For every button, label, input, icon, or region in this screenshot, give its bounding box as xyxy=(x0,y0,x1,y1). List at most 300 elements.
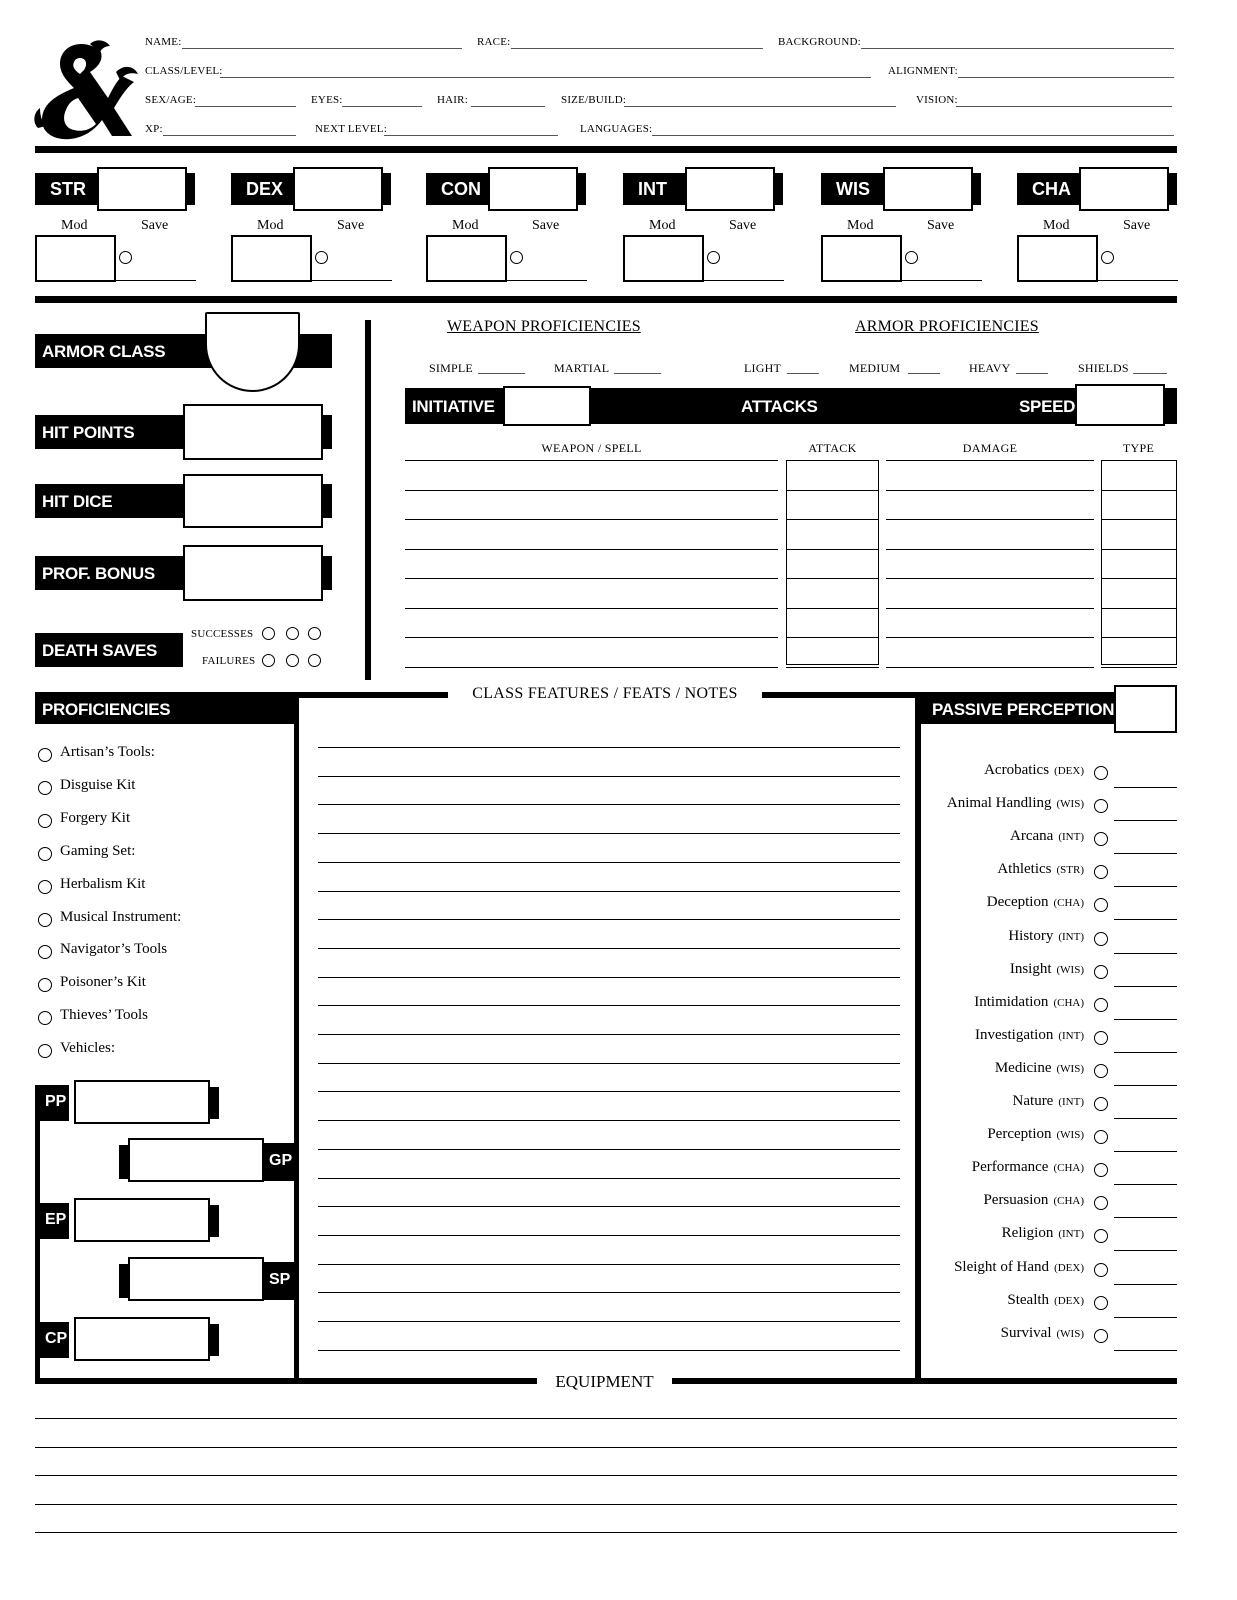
skill-proficiency-circle[interactable] xyxy=(1094,965,1108,979)
attack-row-damage-line[interactable] xyxy=(886,637,1094,638)
skill-label xyxy=(984,762,1084,779)
attack-row-weapon-line[interactable] xyxy=(405,460,778,461)
skill-proficiency-circle[interactable] xyxy=(1094,998,1108,1012)
proficiency-item-label: Vehicles: xyxy=(60,1040,115,1057)
save-label: Save xyxy=(1123,218,1151,233)
race-label: RACE: xyxy=(477,36,511,48)
background-label: BACKGROUND: xyxy=(778,36,861,48)
attack-row-type-line[interactable] xyxy=(1101,608,1177,609)
proficiency-checkbox[interactable] xyxy=(38,913,52,927)
eyes-field[interactable] xyxy=(342,106,422,107)
attack-row-type-line[interactable] xyxy=(1101,578,1177,579)
skill-name: Performance xyxy=(971,1159,1049,1176)
martial-label: MARTIAL xyxy=(554,361,610,375)
proficiency-item-label: Thieves’ Tools xyxy=(60,1007,148,1024)
passive-perception-field[interactable] xyxy=(1114,685,1177,733)
type-column-box xyxy=(1101,460,1177,665)
skill-name: Religion xyxy=(1001,1225,1054,1242)
save-label: Save xyxy=(532,218,560,233)
save-field[interactable] xyxy=(506,280,587,281)
notes-line[interactable] xyxy=(318,747,900,748)
skill-value-field[interactable] xyxy=(1114,1184,1177,1185)
skill-ability: (DEX) xyxy=(1054,1294,1084,1307)
skill-proficiency-circle[interactable] xyxy=(1094,865,1108,879)
attack-row-attack-line[interactable] xyxy=(786,519,879,520)
hit-points-label: HIT POINTS xyxy=(42,423,135,442)
ability-name: STR xyxy=(50,179,86,199)
skill-value-field[interactable] xyxy=(1114,1250,1177,1251)
skill-name: Animal Handling xyxy=(946,795,1052,812)
skill-name: Intimidation xyxy=(974,993,1049,1010)
skill-ability: (INT) xyxy=(1058,930,1084,943)
coin-field[interactable] xyxy=(74,1080,210,1124)
attack-row-weapon-line[interactable] xyxy=(405,549,778,550)
ability-name: CHA xyxy=(1032,179,1071,199)
proficiency-checkbox[interactable] xyxy=(38,880,52,894)
skill-value-field[interactable] xyxy=(1114,919,1177,920)
shields-field[interactable] xyxy=(1133,373,1167,374)
equipment-line[interactable] xyxy=(35,1504,1177,1505)
attack-row-damage-line[interactable] xyxy=(886,578,1094,579)
ability-score-field[interactable] xyxy=(488,167,578,211)
alignment-field[interactable] xyxy=(958,77,1174,78)
attack-row-attack-line[interactable] xyxy=(786,578,879,579)
skill-name: Arcana xyxy=(1010,828,1054,845)
skill-label xyxy=(947,795,1084,812)
proficiency-checkbox[interactable] xyxy=(38,814,52,828)
notes-line[interactable] xyxy=(318,1120,900,1121)
failure-circle-2[interactable] xyxy=(286,654,299,667)
skill-label xyxy=(954,1259,1084,1276)
skill-name: Insight xyxy=(1009,960,1052,977)
notes-line[interactable] xyxy=(318,1178,900,1179)
attack-row-damage-line[interactable] xyxy=(886,490,1094,491)
attack-row-attack-line[interactable] xyxy=(786,608,879,609)
notes-line[interactable] xyxy=(318,1091,900,1092)
save-proficiency-circle[interactable] xyxy=(119,251,132,264)
proficiency-item-label: Poisoner’s Kit xyxy=(60,974,146,991)
notes-line[interactable] xyxy=(318,977,900,978)
hair-field[interactable] xyxy=(471,106,545,107)
heavy-label: HEAVY xyxy=(969,361,1011,375)
ability-name: WIS xyxy=(836,179,870,199)
attack-row-type-line[interactable] xyxy=(1101,667,1177,668)
prof-bonus-label: PROF. BONUS xyxy=(42,564,155,583)
skill-value-field[interactable] xyxy=(1114,1019,1177,1020)
shields-label: SHIELDS xyxy=(1078,361,1129,375)
heavy-field[interactable] xyxy=(1016,373,1048,374)
proficiency-checkbox[interactable] xyxy=(38,978,52,992)
notes-line[interactable] xyxy=(318,833,900,834)
ability-mod-field[interactable] xyxy=(821,235,902,282)
skill-label xyxy=(1008,928,1084,945)
skill-proficiency-circle[interactable] xyxy=(1094,1229,1108,1243)
proficiency-checkbox[interactable] xyxy=(38,781,52,795)
save-label: Save xyxy=(337,218,365,233)
ability-score-field[interactable] xyxy=(1079,167,1169,211)
ability-score-field[interactable] xyxy=(97,167,187,211)
size-build-field[interactable] xyxy=(624,106,896,107)
notes-top-left xyxy=(297,692,448,698)
vertical-divider xyxy=(365,320,371,680)
save-label: Save xyxy=(141,218,169,233)
skill-name: Acrobatics xyxy=(984,762,1050,778)
coin-field[interactable] xyxy=(74,1317,210,1361)
notes-line[interactable] xyxy=(318,1350,900,1351)
proficiencies-title: PROFICIENCIES xyxy=(42,700,171,719)
attack-row-damage-line[interactable] xyxy=(886,519,1094,520)
skill-proficiency-circle[interactable] xyxy=(1094,799,1108,813)
skill-proficiency-circle[interactable] xyxy=(1094,766,1108,780)
skill-value-field[interactable] xyxy=(1114,1350,1177,1351)
coin-label: CP xyxy=(45,1330,68,1347)
medium-field[interactable] xyxy=(908,373,940,374)
eyes-label: EYES: xyxy=(311,94,343,106)
attacks-title: ATTACKS xyxy=(741,397,818,416)
ability-mod-field[interactable] xyxy=(35,235,116,282)
speed-label: SPEED xyxy=(1019,397,1076,416)
attack-row-weapon-line[interactable] xyxy=(405,578,778,579)
skill-ability: (INT) xyxy=(1058,1228,1084,1241)
skill-value-field[interactable] xyxy=(1114,1052,1177,1053)
armor-class-shield[interactable] xyxy=(205,312,300,392)
mod-label: Mod xyxy=(649,218,676,233)
col-attack: ATTACK xyxy=(808,441,857,455)
success-circle-2[interactable] xyxy=(286,627,299,640)
save-proficiency-circle[interactable] xyxy=(1101,251,1114,264)
skill-proficiency-circle[interactable] xyxy=(1094,1031,1108,1045)
class-level-field[interactable] xyxy=(220,77,871,78)
mod-label: Mod xyxy=(452,218,479,233)
coin-field[interactable] xyxy=(128,1138,264,1182)
attack-row-type-line[interactable] xyxy=(1101,519,1177,520)
attack-row-damage-line[interactable] xyxy=(886,549,1094,550)
notes-line[interactable] xyxy=(318,891,900,892)
attack-row-damage-line[interactable] xyxy=(886,608,1094,609)
skill-name: Survival xyxy=(1000,1324,1052,1341)
initiative-field[interactable] xyxy=(503,386,591,426)
attack-row-damage-line[interactable] xyxy=(886,667,1094,668)
notes-line[interactable] xyxy=(318,776,900,777)
proficiency-item-label: Gaming Set: xyxy=(60,842,136,859)
attack-row-type-line[interactable] xyxy=(1101,637,1177,638)
attack-column-box xyxy=(786,460,879,665)
skill-ability: (CHA) xyxy=(1053,1195,1084,1208)
ability-name: DEX xyxy=(246,179,284,199)
proficiency-checkbox[interactable] xyxy=(38,1011,52,1025)
notes-line[interactable] xyxy=(318,1034,900,1035)
skill-proficiency-circle[interactable] xyxy=(1094,1064,1108,1078)
skill-name: Perception xyxy=(987,1126,1052,1143)
skill-value-field[interactable] xyxy=(1114,986,1177,987)
ability-score-field[interactable] xyxy=(293,167,383,211)
skill-ability: (STR) xyxy=(1056,864,1084,877)
martial-field[interactable] xyxy=(614,373,661,374)
skill-proficiency-circle[interactable] xyxy=(1094,1196,1108,1210)
skill-proficiency-circle[interactable] xyxy=(1094,1097,1108,1111)
coin-field[interactable] xyxy=(74,1198,210,1242)
skill-label xyxy=(972,1159,1084,1176)
save-label: Save xyxy=(927,218,955,233)
skill-ability: (CHA) xyxy=(1053,996,1084,1009)
ability-mod-field[interactable] xyxy=(623,235,704,282)
hit-points-field[interactable] xyxy=(183,404,323,460)
skill-ability: (INT) xyxy=(1058,1096,1084,1108)
save-proficiency-circle[interactable] xyxy=(315,251,328,264)
ampersand-dragon-logo xyxy=(30,38,140,143)
ability-score-field[interactable] xyxy=(685,167,775,211)
attack-row-type-line[interactable] xyxy=(1101,549,1177,550)
medium-label: MEDIUM xyxy=(849,361,901,375)
skill-ability: (WIS) xyxy=(1056,1327,1084,1340)
size-build-label: SIZE/BUILD: xyxy=(561,94,627,106)
prof-bonus-field[interactable] xyxy=(183,545,323,601)
abilities-divider xyxy=(35,296,1177,303)
initiative-label: INITIATIVE xyxy=(412,397,495,416)
sex-age-field[interactable] xyxy=(195,106,296,107)
ability-score-field[interactable] xyxy=(883,167,973,211)
skill-value-field[interactable] xyxy=(1114,1085,1177,1086)
notes-line[interactable] xyxy=(318,948,900,949)
equipment-line[interactable] xyxy=(35,1475,1177,1476)
next-level-field[interactable] xyxy=(384,135,558,136)
coin-label: SP xyxy=(269,1271,291,1288)
hit-dice-label: HIT DICE xyxy=(42,492,113,511)
attack-row-damage-line[interactable] xyxy=(886,460,1094,461)
attack-row-weapon-line[interactable] xyxy=(405,637,778,638)
skill-proficiency-circle[interactable] xyxy=(1094,832,1108,846)
skill-label xyxy=(1010,961,1084,978)
notes-line[interactable] xyxy=(318,1235,900,1236)
save-proficiency-circle[interactable] xyxy=(707,251,720,264)
coin-field[interactable] xyxy=(128,1257,264,1301)
col-weapon-spell: WEAPON / SPELL xyxy=(541,441,642,455)
ability-mod-field[interactable] xyxy=(426,235,507,282)
skill-label xyxy=(1007,1292,1084,1309)
sex-age-label: SEX/AGE: xyxy=(145,94,197,106)
notes-line[interactable] xyxy=(318,919,900,920)
proficiency-item-label: Forgery Kit xyxy=(60,809,131,826)
skill-label xyxy=(1013,1093,1084,1110)
ability-name: INT xyxy=(638,179,667,199)
skill-ability: (WIS) xyxy=(1056,798,1084,811)
equipment-title: EQUIPMENT xyxy=(555,1372,654,1391)
attack-row-weapon-line[interactable] xyxy=(405,490,778,491)
light-label: LIGHT xyxy=(744,361,781,375)
proficiency-item-label: Disguise Kit xyxy=(60,776,136,793)
attack-row-attack-line[interactable] xyxy=(786,490,879,491)
skill-proficiency-circle[interactable] xyxy=(1094,1163,1108,1177)
notes-line[interactable] xyxy=(318,1149,900,1150)
skill-name: Investigation xyxy=(975,1026,1054,1043)
notes-line[interactable] xyxy=(318,804,900,805)
skill-value-field[interactable] xyxy=(1114,886,1177,887)
skill-name: Stealth xyxy=(1007,1291,1050,1308)
skill-proficiency-circle[interactable] xyxy=(1094,1130,1108,1144)
proficiencies-bar xyxy=(35,692,297,724)
skill-label xyxy=(974,994,1084,1011)
skill-label xyxy=(983,1192,1084,1209)
armor-class-label: ARMOR CLASS xyxy=(42,342,166,361)
save-proficiency-circle[interactable] xyxy=(905,251,918,264)
equipment-line[interactable] xyxy=(35,1418,1177,1419)
skill-ability: (CHA) xyxy=(1053,897,1084,910)
death-saves-bar xyxy=(35,633,183,667)
save-field[interactable] xyxy=(115,280,196,281)
proficiency-item-label: Artisan’s Tools: xyxy=(60,744,155,760)
skill-name: Nature xyxy=(1012,1093,1054,1109)
notes-line[interactable] xyxy=(318,1292,900,1293)
skill-value-field[interactable] xyxy=(1114,1217,1177,1218)
notes-title: CLASS FEATURES / FEATS / NOTES xyxy=(472,685,738,702)
xp-field[interactable] xyxy=(163,135,296,136)
success-circle-1[interactable] xyxy=(262,627,275,640)
proficiency-checkbox[interactable] xyxy=(38,748,52,762)
skill-ability: (INT) xyxy=(1058,1029,1084,1042)
attack-row-attack-line[interactable] xyxy=(786,637,879,638)
skill-label xyxy=(997,861,1084,878)
skill-ability: (DEX) xyxy=(1054,765,1084,777)
attack-row-attack-line[interactable] xyxy=(786,549,879,550)
simple-field[interactable] xyxy=(478,373,525,374)
save-field[interactable] xyxy=(311,280,392,281)
coin-label: EP xyxy=(45,1211,67,1228)
proficiency-item-label: Navigator’s Tools xyxy=(60,941,168,958)
notes-top-right xyxy=(762,692,919,698)
proficiency-checkbox[interactable] xyxy=(38,847,52,861)
failure-circle-1[interactable] xyxy=(262,654,275,667)
skill-value-field[interactable] xyxy=(1114,1284,1177,1285)
coin-label: GP xyxy=(269,1152,293,1169)
coin-label: PP xyxy=(45,1093,67,1110)
skill-value-field[interactable] xyxy=(1114,1118,1177,1119)
skill-value-field[interactable] xyxy=(1114,1151,1177,1152)
save-field[interactable] xyxy=(703,280,784,281)
skill-name: Sleight of Hand xyxy=(954,1258,1050,1275)
notes-line[interactable] xyxy=(318,1321,900,1322)
skill-value-field[interactable] xyxy=(1114,853,1177,854)
languages-field[interactable] xyxy=(652,135,1174,136)
attack-row-weapon-line[interactable] xyxy=(405,519,778,520)
skill-proficiency-circle[interactable] xyxy=(1094,932,1108,946)
languages-label: LANGUAGES: xyxy=(580,123,653,135)
header-divider xyxy=(35,146,1177,153)
vision-field[interactable] xyxy=(956,106,1172,107)
hair-label: HAIR: xyxy=(437,94,468,106)
vision-label: VISION: xyxy=(916,94,958,106)
simple-label: SIMPLE xyxy=(429,361,473,375)
skill-value-field[interactable] xyxy=(1114,953,1177,954)
failures-label: FAILURES xyxy=(202,655,256,667)
class-level-label: CLASS/LEVEL: xyxy=(145,65,223,77)
equipment-line[interactable] xyxy=(35,1447,1177,1448)
skill-ability: (INT) xyxy=(1058,831,1084,844)
skill-name: Deception xyxy=(986,894,1049,911)
skill-ability: (WIS) xyxy=(1056,1129,1084,1142)
col-type: TYPE xyxy=(1122,441,1155,455)
name-label: NAME: xyxy=(145,36,182,48)
skill-name: Persuasion xyxy=(983,1192,1049,1209)
armor-proficiencies-title: ARMOR PROFICIENCIES xyxy=(855,318,1039,335)
successes-label: SUCCESSES xyxy=(191,628,254,640)
attack-row-attack-line[interactable] xyxy=(786,667,879,668)
proficiency-item-label: Herbalism Kit xyxy=(60,875,146,892)
skill-proficiency-circle[interactable] xyxy=(1094,1296,1108,1310)
mod-label: Mod xyxy=(257,218,284,233)
equipment-line[interactable] xyxy=(35,1532,1177,1533)
notes-line[interactable] xyxy=(318,1005,900,1006)
equipment-bar-left xyxy=(35,1378,537,1384)
skill-value-field[interactable] xyxy=(1114,1317,1177,1318)
success-circle-3[interactable] xyxy=(308,627,321,640)
proficiency-checkbox[interactable] xyxy=(38,1044,52,1058)
notes-right-border xyxy=(915,692,921,1382)
attack-row-type-line[interactable] xyxy=(1101,490,1177,491)
proficiency-item-label: Musical Instrument: xyxy=(60,908,182,925)
equipment-bar-right xyxy=(672,1378,1177,1384)
notes-line[interactable] xyxy=(318,1206,900,1207)
save-field[interactable] xyxy=(1097,280,1178,281)
skill-ability: (CHA) xyxy=(1053,1162,1084,1175)
death-saves-label: DEATH SAVES xyxy=(42,641,158,660)
mod-label: Mod xyxy=(61,218,88,233)
skill-name: Medicine xyxy=(994,1059,1052,1076)
skill-proficiency-circle[interactable] xyxy=(1094,1329,1108,1343)
xp-label: XP: xyxy=(145,123,163,135)
skill-name: History xyxy=(1008,927,1054,944)
skill-ability: (DEX) xyxy=(1054,1261,1084,1274)
mod-label: Mod xyxy=(1043,218,1070,233)
ability-mod-field[interactable] xyxy=(231,235,312,282)
skill-label xyxy=(995,1060,1084,1077)
skill-proficiency-circle[interactable] xyxy=(1094,898,1108,912)
passive-perception-label: PASSIVE PERCEPTION xyxy=(932,700,1115,719)
alignment-label: ALIGNMENT: xyxy=(888,65,958,77)
skill-proficiency-circle[interactable] xyxy=(1094,1263,1108,1277)
ability-mod-field[interactable] xyxy=(1017,235,1098,282)
proficiency-checkbox[interactable] xyxy=(38,945,52,959)
skill-value-field[interactable] xyxy=(1114,820,1177,821)
speed-field[interactable] xyxy=(1075,384,1165,426)
skill-value-field[interactable] xyxy=(1114,787,1177,788)
skill-ability: (WIS) xyxy=(1056,1062,1084,1075)
col-damage: DAMAGE xyxy=(962,441,1018,455)
skill-label xyxy=(987,894,1084,911)
attack-row-weapon-line[interactable] xyxy=(405,608,778,609)
hit-dice-field[interactable] xyxy=(183,474,323,528)
attack-row-weapon-line[interactable] xyxy=(405,667,778,668)
notes-line[interactable] xyxy=(318,1264,900,1265)
save-label: Save xyxy=(729,218,757,233)
next-level-label: NEXT LEVEL: xyxy=(315,123,387,135)
skill-label xyxy=(1001,1325,1084,1342)
failure-circle-3[interactable] xyxy=(308,654,321,667)
name-field[interactable] xyxy=(182,48,462,49)
background-field[interactable] xyxy=(861,48,1174,49)
skill-label xyxy=(1010,828,1084,845)
notes-line[interactable] xyxy=(318,862,900,863)
weapon-proficiencies-title: WEAPON PROFICIENCIES xyxy=(447,318,641,335)
notes-line[interactable] xyxy=(318,1063,900,1064)
skill-label xyxy=(987,1126,1084,1143)
skill-ability: (WIS) xyxy=(1056,963,1084,976)
skill-label xyxy=(975,1027,1084,1044)
race-field[interactable] xyxy=(511,48,763,49)
save-field[interactable] xyxy=(901,280,982,281)
save-proficiency-circle[interactable] xyxy=(510,251,523,264)
light-field[interactable] xyxy=(787,373,819,374)
mod-label: Mod xyxy=(847,218,874,233)
